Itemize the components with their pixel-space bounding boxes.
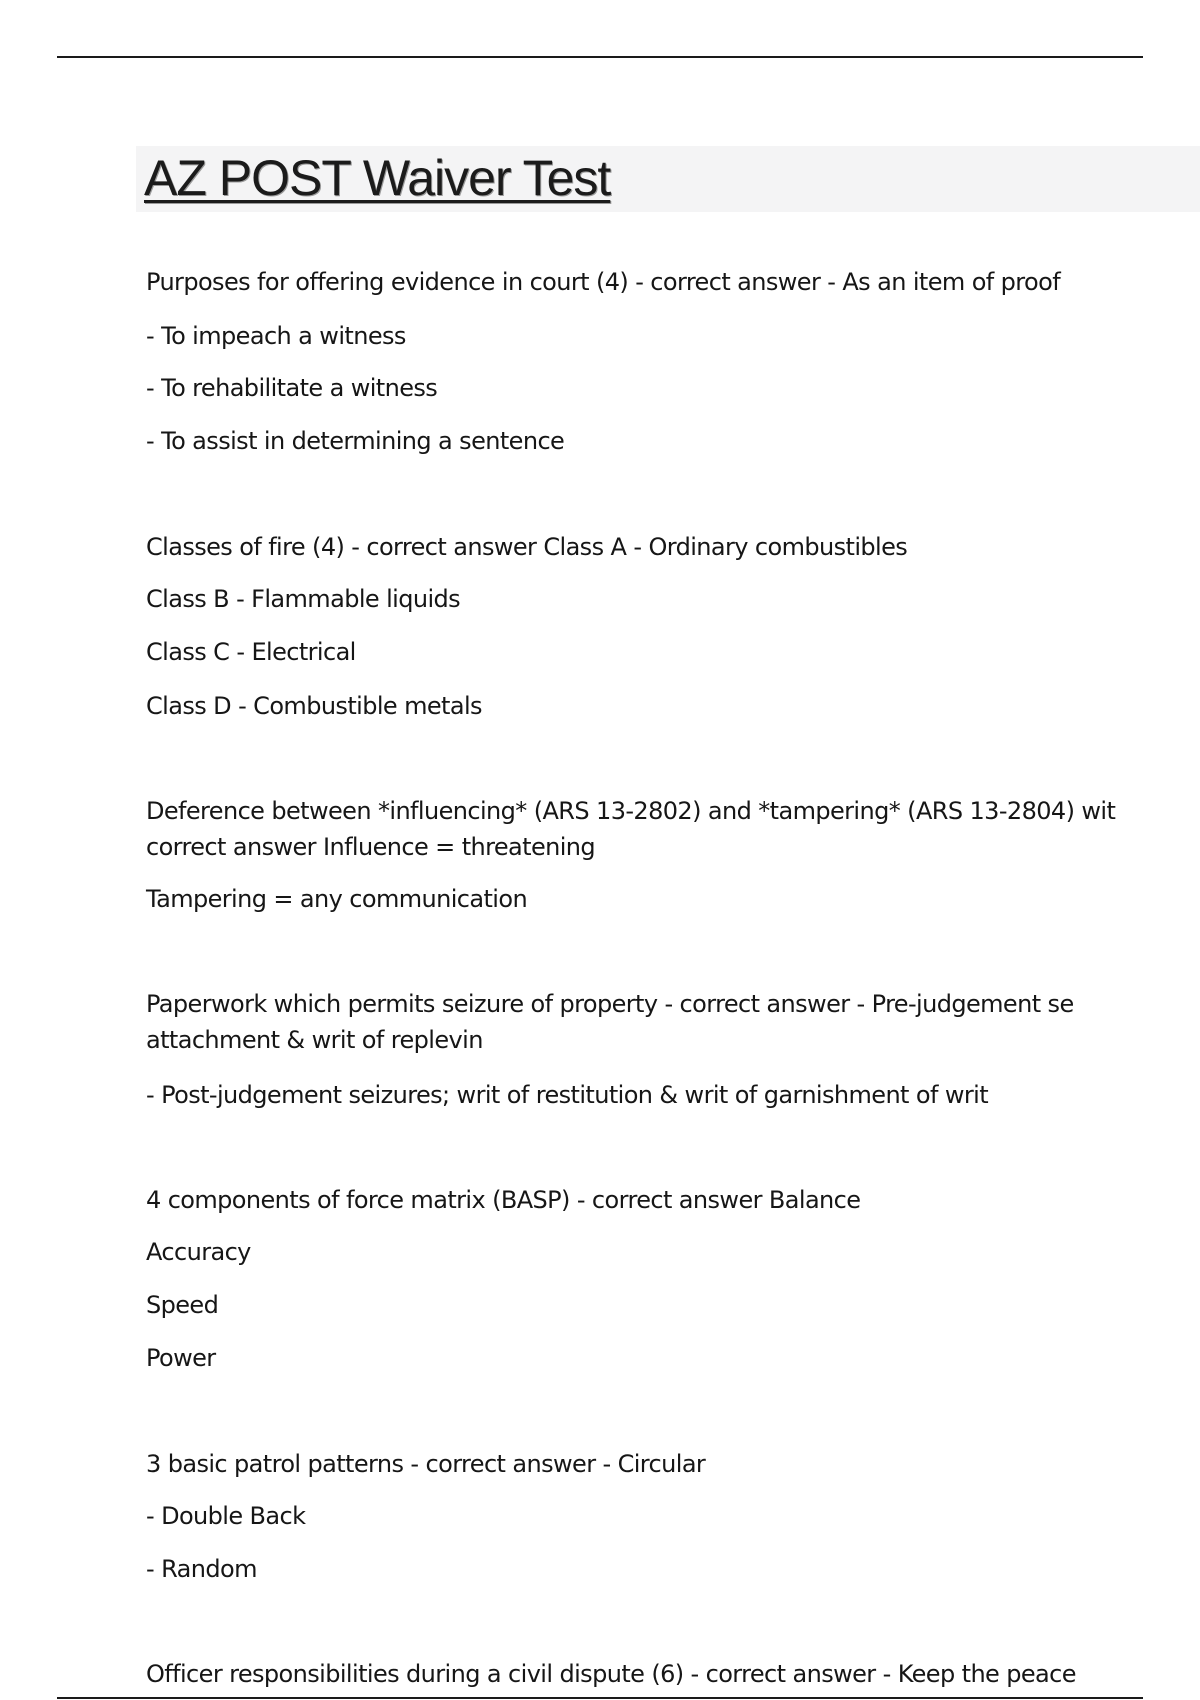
qa-line: Class D - Combustible metals: [146, 692, 482, 720]
qa-line: - Random: [146, 1555, 257, 1583]
qa-line: Power: [146, 1344, 216, 1372]
qa-line: 3 basic patrol patterns - correct answer - Circular: [146, 1450, 706, 1478]
qa-line: Tampering = any communication: [146, 885, 528, 913]
qa-line: - To rehabilitate a witness: [146, 374, 438, 402]
qa-line: Accuracy: [146, 1238, 251, 1266]
qa-line: - Post-judgement seizures; writ of restitution & writ of garnishment of writ: [146, 1081, 989, 1109]
qa-line: Speed: [146, 1291, 219, 1319]
qa-line: 4 components of force matrix (BASP) - correct answer Balance: [146, 1186, 861, 1214]
bottom-divider: [57, 1697, 1143, 1699]
qa-line: Deference between *influencing* (ARS 13-2802) and *tampering* (ARS 13-2804) wit: [146, 797, 1116, 825]
qa-line: - To impeach a witness: [146, 322, 406, 350]
qa-line: correct answer Influence = threatening: [146, 833, 596, 861]
qa-line: attachment & writ of replevin: [146, 1026, 483, 1054]
qa-line: - Double Back: [146, 1502, 306, 1530]
qa-line: Class C - Electrical: [146, 638, 356, 666]
qa-line: Class B - Flammable liquids: [146, 585, 461, 613]
qa-line: Paperwork which permits seizure of property - correct answer - Pre-judgement se: [146, 990, 1074, 1018]
qa-line: Purposes for offering evidence in court (4) - correct answer - As an item of proof: [146, 268, 1061, 296]
qa-line: - To assist in determining a sentence: [146, 427, 565, 455]
qa-line: Classes of fire (4) - correct answer Class A - Ordinary combustibles: [146, 533, 908, 561]
qa-line: Officer responsibilities during a civil dispute (6) - correct answer - Keep the peace: [146, 1660, 1076, 1688]
document-title: AZ POST Waiver Test: [144, 150, 611, 206]
top-divider: [57, 56, 1143, 58]
